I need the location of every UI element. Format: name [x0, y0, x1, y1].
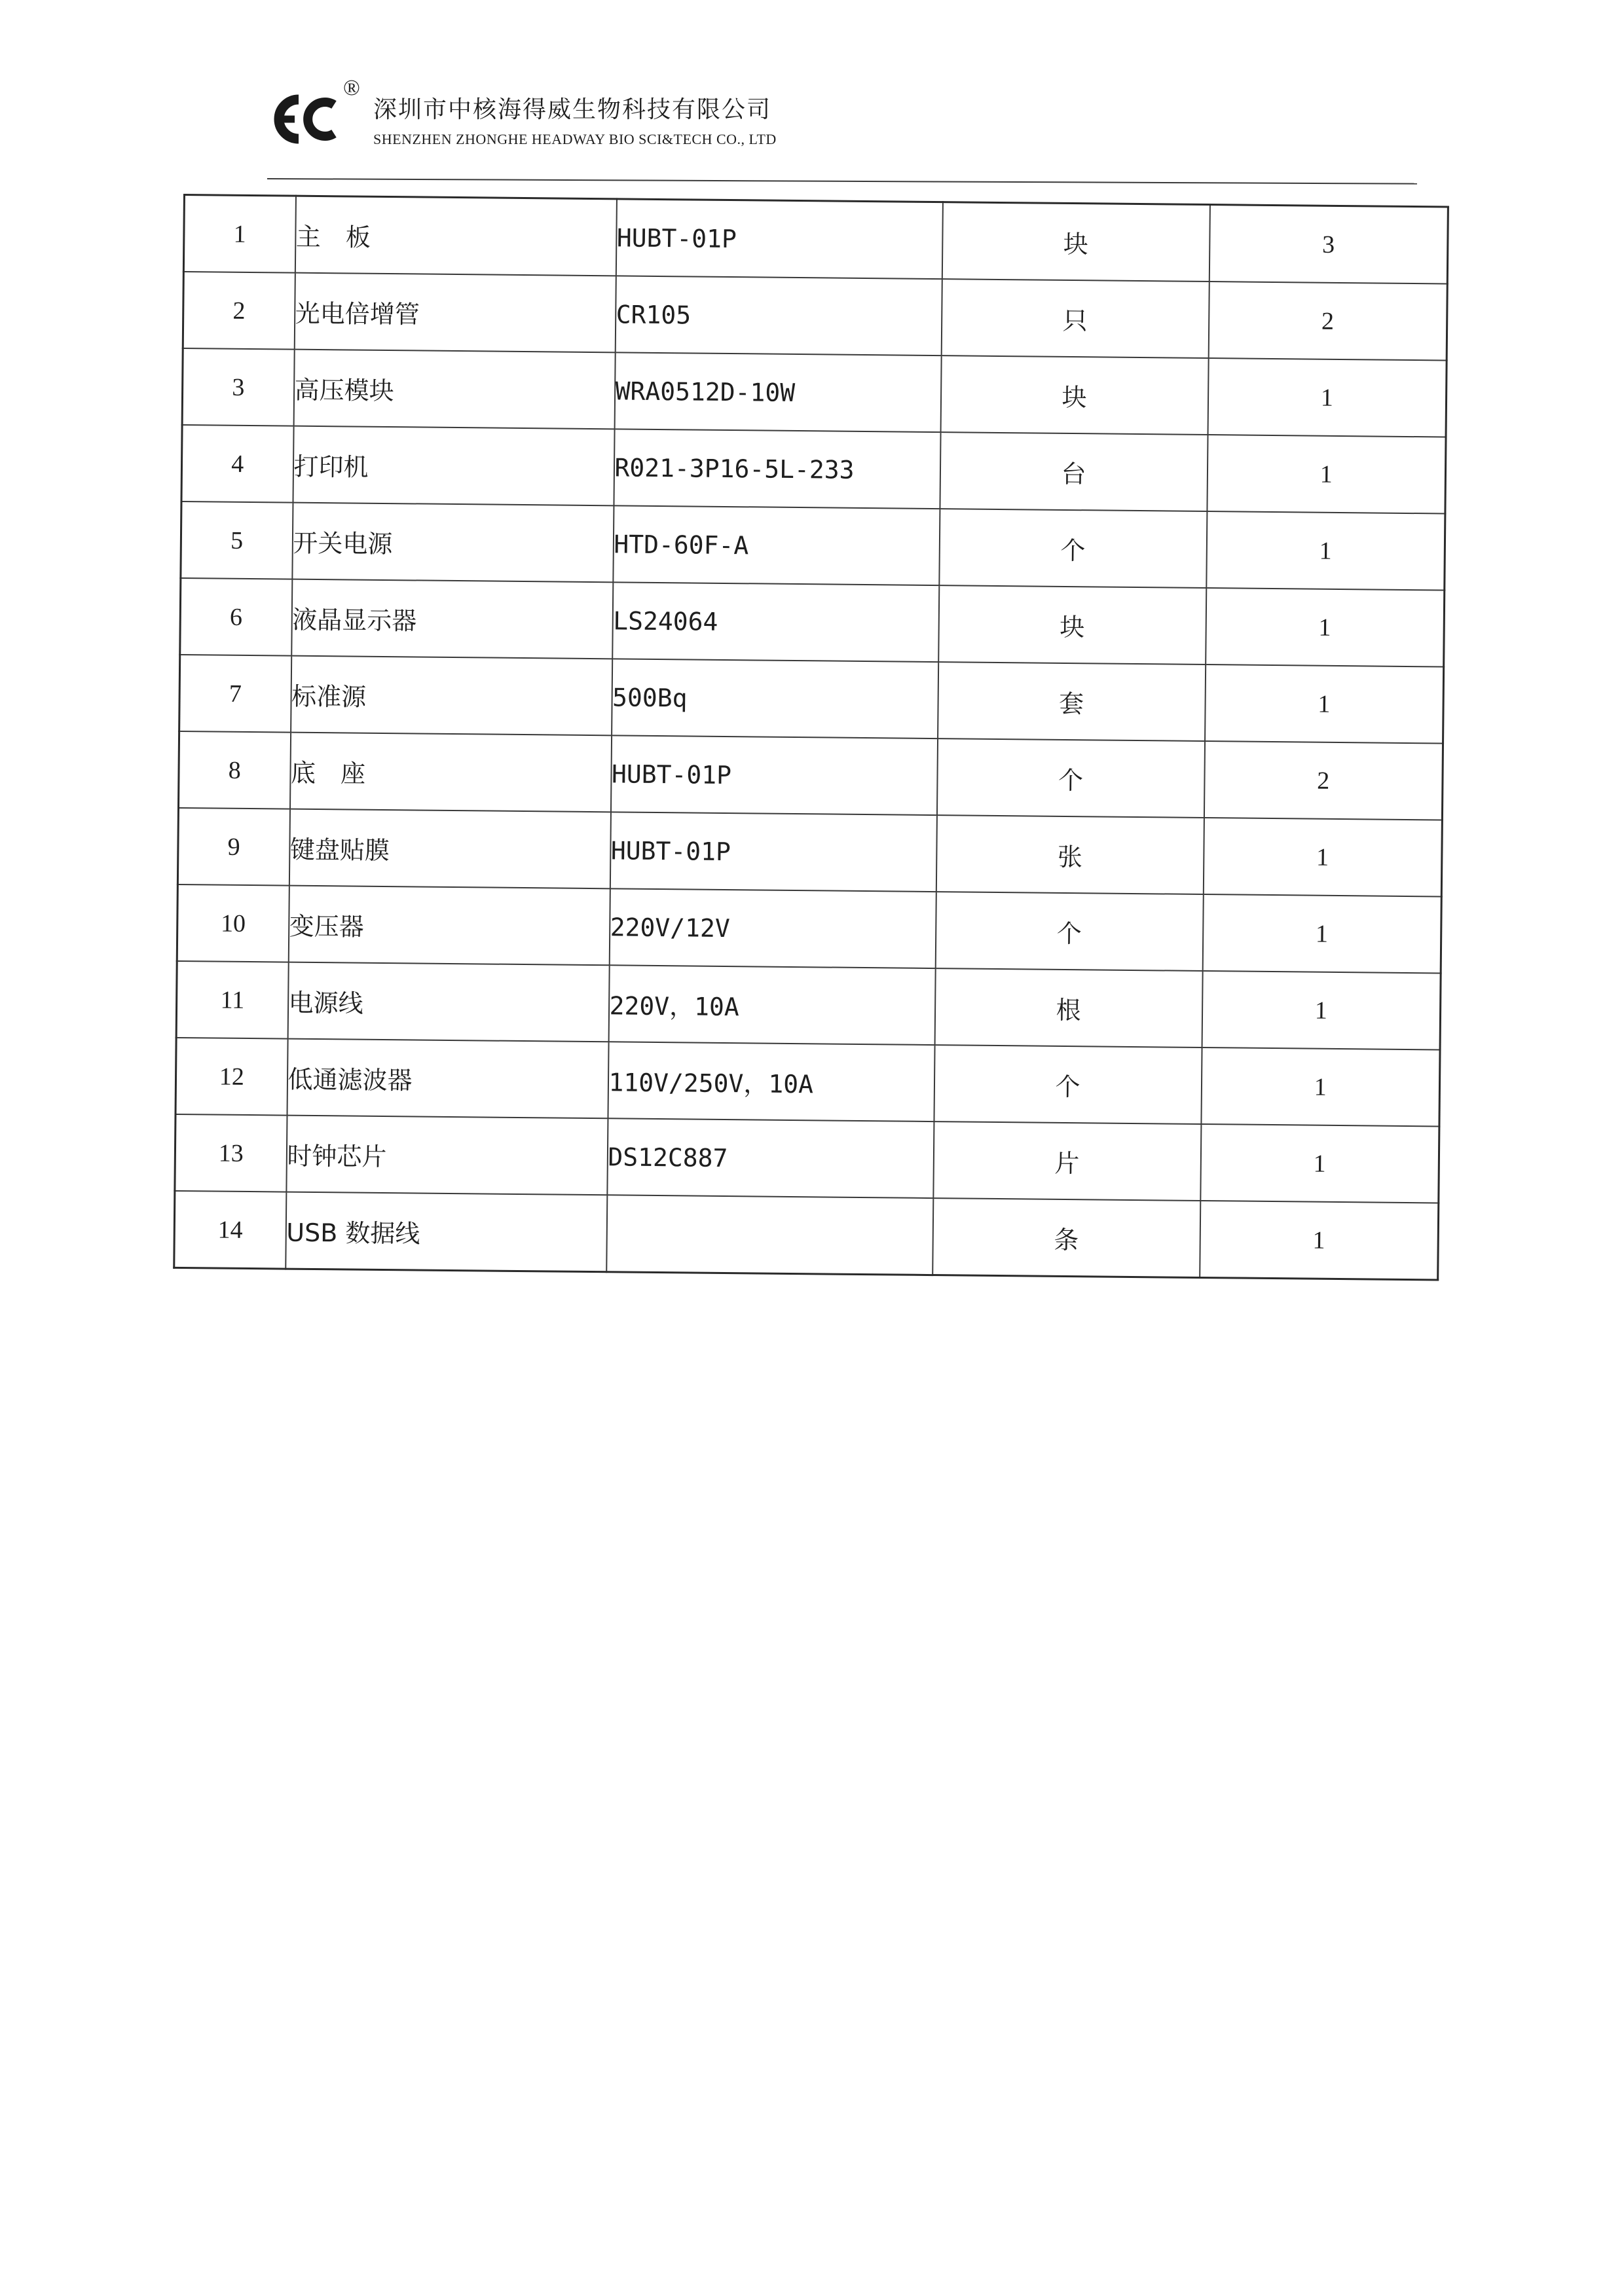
parts-table-container — [173, 194, 1447, 1281]
item-number: 9 — [177, 808, 289, 886]
item-name: USB 数据线 — [286, 1192, 607, 1272]
item-unit: 张 — [936, 815, 1204, 894]
item-unit: 条 — [932, 1198, 1200, 1277]
item-number: 4 — [181, 425, 293, 503]
item-number: 2 — [183, 272, 295, 350]
item-unit: 根 — [934, 968, 1202, 1048]
item-unit: 块 — [942, 202, 1209, 282]
table-row — [177, 884, 1441, 974]
item-name: 电源线 — [287, 962, 609, 1042]
item-quantity: 1 — [1206, 588, 1445, 666]
item-name: 标准源 — [291, 656, 612, 736]
item-unit: 个 — [934, 1045, 1202, 1124]
header-divider — [267, 178, 1417, 185]
table-row — [180, 578, 1445, 667]
item-quantity: 1 — [1200, 1124, 1439, 1203]
item-number: 11 — [176, 961, 288, 1039]
letterhead — [270, 77, 1449, 156]
item-model: 110V/250V，10A — [608, 1042, 934, 1121]
item-model: CR105 — [615, 276, 942, 355]
item-name: 变压器 — [288, 886, 610, 966]
item-unit: 片 — [933, 1121, 1201, 1201]
item-model: 220V/12V — [609, 888, 936, 968]
item-model: HUBT-01P — [616, 199, 942, 279]
item-quantity: 1 — [1206, 511, 1445, 590]
parts-table — [173, 194, 1449, 1281]
item-unit: 块 — [940, 355, 1208, 435]
item-quantity: 1 — [1208, 358, 1447, 437]
item-number: 13 — [175, 1114, 287, 1192]
company-logo-icon — [270, 92, 338, 147]
item-name: 光电倍增管 — [294, 273, 616, 353]
item-name: 底 座 — [289, 733, 611, 812]
table-row — [178, 731, 1443, 820]
item-number: 7 — [179, 655, 291, 733]
item-number: 10 — [177, 884, 289, 962]
item-unit: 只 — [941, 279, 1209, 358]
item-unit: 套 — [938, 662, 1206, 741]
company-name-english: SHENZHEN ZHONGHE HEADWAY BIO SCI&TECH CO., LTD — [373, 131, 777, 147]
item-number: 5 — [181, 501, 293, 579]
table-row — [176, 961, 1441, 1050]
item-name: 开关电源 — [292, 503, 614, 583]
item-name: 低通滤波器 — [287, 1039, 608, 1119]
item-quantity: 1 — [1202, 894, 1441, 973]
company-name-chinese: 深圳市中核海得威生物科技有限公司 — [373, 96, 772, 123]
item-name: 时钟芯片 — [286, 1116, 608, 1195]
table-row — [181, 501, 1445, 591]
item-number: 3 — [182, 348, 294, 426]
item-quantity: 1 — [1201, 1048, 1440, 1126]
table-row — [181, 425, 1446, 514]
item-model: LS24064 — [612, 582, 939, 662]
item-number: 8 — [178, 731, 290, 809]
item-model — [606, 1195, 933, 1275]
table-row — [183, 272, 1447, 361]
item-unit: 个 — [936, 738, 1204, 818]
table-row — [179, 655, 1444, 744]
item-name: 高压模块 — [293, 350, 615, 429]
item-quantity: 1 — [1203, 818, 1442, 896]
table-row — [182, 348, 1447, 437]
item-quantity: 3 — [1209, 205, 1448, 284]
item-model: WRA0512D-10W — [614, 352, 941, 432]
item-unit: 个 — [935, 892, 1203, 971]
item-model: DS12C887 — [607, 1118, 934, 1198]
item-number: 14 — [174, 1191, 286, 1269]
item-unit: 个 — [939, 509, 1207, 588]
item-name: 液晶显示器 — [291, 579, 613, 659]
table-row — [175, 1114, 1439, 1203]
table-row — [183, 195, 1448, 284]
item-name: 打印机 — [293, 426, 614, 506]
item-name: 键盘贴膜 — [289, 809, 610, 889]
table-row — [177, 808, 1442, 897]
item-quantity: 1 — [1200, 1201, 1439, 1280]
item-unit: 块 — [938, 585, 1206, 665]
item-quantity: 1 — [1202, 971, 1441, 1049]
item-quantity: 1 — [1207, 435, 1446, 513]
registered-mark: ® — [343, 76, 360, 100]
item-unit: 台 — [940, 432, 1208, 511]
item-model: HUBT-01P — [610, 812, 936, 892]
item-number: 1 — [183, 195, 295, 273]
item-model: HUBT-01P — [610, 735, 937, 815]
item-name: 主 板 — [295, 196, 616, 276]
table-row — [175, 1038, 1440, 1127]
item-quantity: 2 — [1204, 741, 1443, 820]
item-quantity: 1 — [1205, 665, 1444, 743]
item-number: 12 — [175, 1038, 287, 1116]
item-model: R021-3P16-5L-233 — [614, 429, 940, 509]
item-model: 220V，10A — [608, 965, 935, 1045]
item-number: 6 — [180, 578, 292, 656]
table-row — [174, 1191, 1439, 1280]
item-quantity: 2 — [1208, 282, 1447, 360]
item-model: 500Bq — [612, 659, 938, 738]
item-model: HTD-60F-A — [613, 505, 940, 585]
